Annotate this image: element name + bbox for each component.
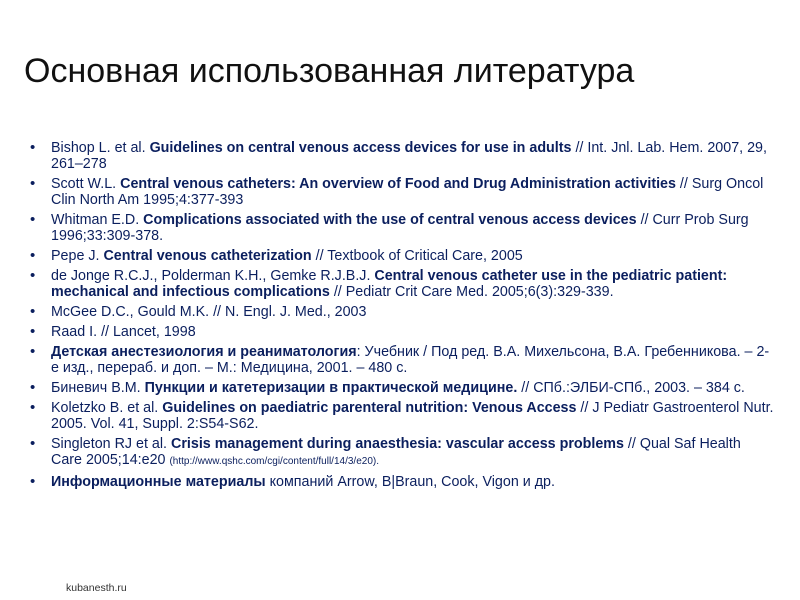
reference-item: • Whitman E.D. Complications associated with the use of central venous access devices // Curr Prob Surg 1996;33:309-378. — [30, 212, 774, 245]
reference-item: • Bishop L. et al. Guidelines on central venous access devices for use in adults // Int. Jnl. Lab. Hem. 2007, 29, 261–278 — [30, 140, 774, 173]
reference-item: • Koletzko B. et al. Guidelines on paediatric parenteral nutrition: Venous Access // J Pediatr Gastroenterol Nutr. 2005. Vol. 41, Suppl. 2:S54-S62. — [30, 400, 774, 433]
reference-item: • Singleton RJ et al. Crisis management during anaesthesia: vascular access problems // Qual Saf Health Care 2005;14:e20 (http://www.qshc.com/cgi/content/full/14/3/e20). — [30, 436, 774, 471]
reference-item: • Raad I. // Lancet, 1998 — [30, 324, 774, 340]
reference-url: (http://www.qshc.com/cgi/content/full/14/3/e20). — [169, 456, 379, 468]
reference-list — [30, 140, 774, 494]
reference-item: • Биневич В.М. Пункции и катетеризации в практической медицине. // СПб.:ЭЛБИ-СПб., 2003. – 384 с. — [30, 380, 774, 396]
reference-item: • Детская анестезиология и реаниматология: Учебник / Под ред. В.А. Михельсона, В.А. Гребенникова. – 2-е изд., перераб. и доп. – М.: Медицина, 2001. – 480 с. — [30, 344, 774, 377]
reference-item: • McGee D.C., Gould M.K. // N. Engl. J. Med., 2003 — [30, 304, 774, 320]
page-title: Основная использованная литература — [24, 52, 635, 90]
reference-item: • de Jonge R.C.J., Polderman K.H., Gemke R.J.B.J. Central venous catheter use in the pediatric patient: mechanical and infectious complications // Pediatr Crit Care Med. 2005;6(3):329-339. — [30, 268, 774, 301]
footer-site-name: kubanesth.ru — [66, 582, 127, 594]
reference-item: • Scott W.L. Central venous catheters: An overview of Food and Drug Administration activities // Surg Oncol Clin North Am 1995;4:377-393 — [30, 176, 774, 209]
reference-item: • Информационные материалы компаний Arrow, B|Braun, Cook, Vigon и др. — [30, 474, 774, 490]
reference-item: • Pepe J. Central venous catheterization // Textbook of Critical Care, 2005 — [30, 248, 774, 264]
